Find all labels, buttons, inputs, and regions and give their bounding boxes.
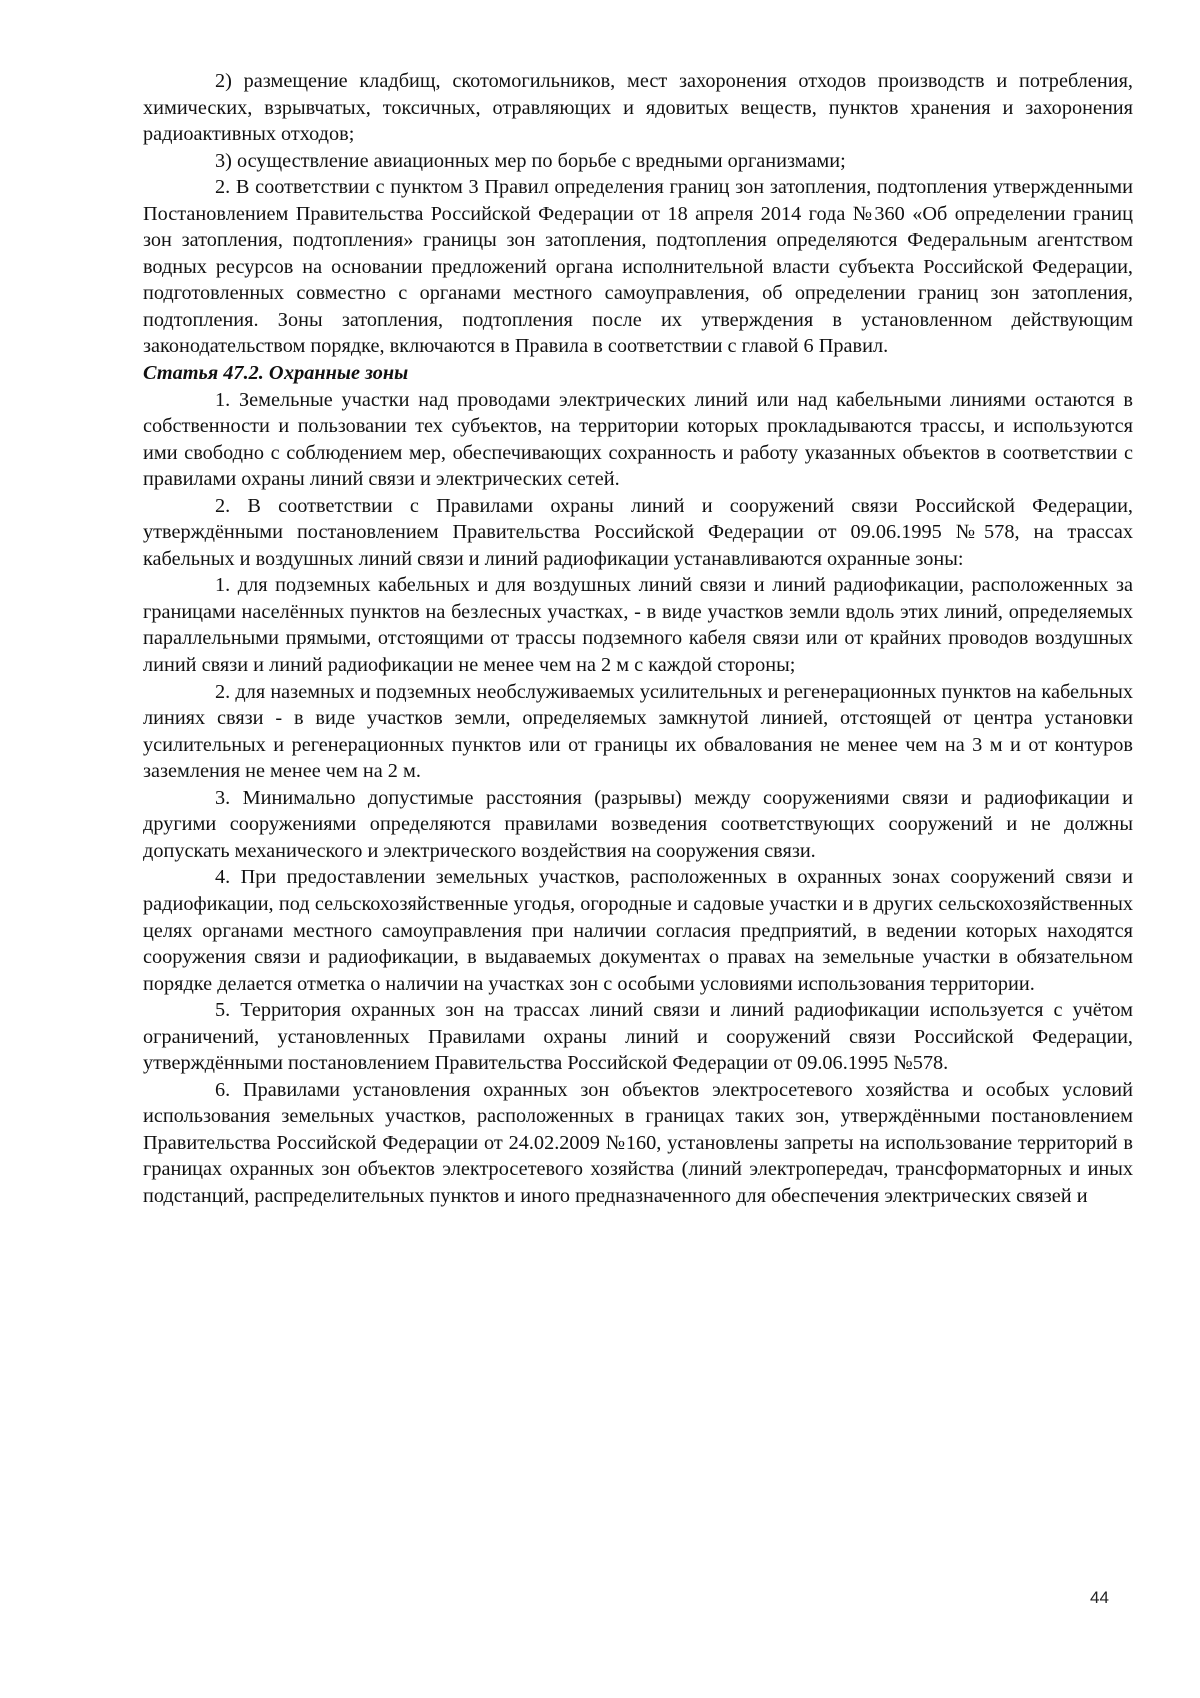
paragraph: 2. В соответствии с пунктом 3 Правил определения границ зон затопления, подтопления утвержденными Постановлением Правительства Российской Федерации от 18 апреля 2014 года №360 «Об определении границ зон затопления, подтопления» границы зон затопления, подтопления определяются Федеральным агентством водных ресурсов на основании предложений органа исполнительной власти субъекта Российской Федерации, подготовленных совместно с органами местного самоуправления, об определении границ зон затопления, подтопления. Зоны затопления, подтопления после их утверждения в установленном действующим законодательством порядке, включаются в Правила в соответствии с главой 6 Правил.	[143, 176, 1133, 358]
paragraph: 4. При предоставлении земельных участков, расположенных в охранных зонах сооружений связи и радиофикации, под сельскохозяйственные угодья, огородные и садовые участки и в других сельскохозяйственных целях органами местного самоуправления при наличии согласия предприятий, в ведении которых находятся сооружения связи и радиофикации, в выдаваемых документах о правах на земельные участки в обязательном порядке делается отметка о наличии на участках зон с особыми условиями использования территории.	[143, 866, 1133, 995]
page-number: 44	[1090, 1588, 1109, 1607]
paragraph: 1. для подземных кабельных и для воздушных линий связи и линий радиофикации, расположенных за границами населённых пунктов на безлесных участках, - в виде участков земли вдоль этих линий, определяемых параллельными прямыми, отстоящими от трассы подземного кабеля связи или от крайних проводов воздушных линий связи и линий радиофикации не менее чем на 2 м с каждой стороны;	[143, 574, 1133, 677]
paragraph: 3) осуществление авиационных мер по борьбе с вредными организмами;	[215, 149, 846, 172]
paragraph: 3. Минимально допустимые расстояния (разрывы) между сооружениями связи и радиофикации и другими сооружениями определяются правилами возведения соответствующих сооружений и не должны допускать механического и электрического воздействия на сооружения связи.	[143, 786, 1133, 862]
paragraph: 1. Земельные участки над проводами электрических линий или над кабельными линиями остаются в собственности и пользовании тех субъектов, на территории которых прокладываются трассы, и используются ими свободно с соблюдением мер, обеспечивающих сохранность и работу указанных объектов в соответствии с правилами охраны линий связи и электрических сетей.	[143, 388, 1133, 491]
paragraph: 5. Территория охранных зон на трассах линий связи и линий радиофикации используется с учётом ограничений, установленных Правилами охраны линий и сооружений связи Российской Федерации, утверждёнными постановлением Правительства Российской Федерации от 09.06.1995 №578.	[143, 999, 1133, 1075]
paragraph: 2. В соответствии с Правилами охраны линий и сооружений связи Российской Федерации, утверждёнными постановлением Правительства Российской Федерации от 09.06.1995 №578, на трассах кабельных и воздушных линий связи и линий радиофикации устанавливаются охранные зоны:	[143, 494, 1133, 570]
paragraph: 2) размещение кладбищ, скотомогильников, мест захоронения отходов производств и потребления, химических, взрывчатых, токсичных, отравляющих и ядовитых веществ, пунктов хранения и захоронения радиоактивных отходов;	[143, 70, 1133, 146]
paragraph: 6. Правилами установления охранных зон объектов электросетевого хозяйства и особых условий использования земельных участков, расположенных в границах таких зон, утверждёнными постановлением Правительства Российской Федерации от 24.02.2009 №160, установлены запреты на использование территорий в границах охранных зон объектов электросетевого хозяйства (линий электропередач, трансформаторных и иных подстанций, распределительных пунктов и иного предназначенного для обеспечения электрических связей и	[143, 1078, 1133, 1207]
section-heading: Статья 47.2. Охранные зоны	[143, 362, 409, 385]
document-body	[143, 68, 1133, 1210]
paragraph: 2. для наземных и подземных необслуживаемых усилительных и регенерационных пунктов на кабельных линиях связи - в виде участков земли, определяемых замкнутой линией, отстоящей от центра установки усилительных и регенерационных пунктов или от границы их обвалования не менее чем на 3 м и от контуров заземления не менее чем на 2 м.	[143, 680, 1133, 783]
